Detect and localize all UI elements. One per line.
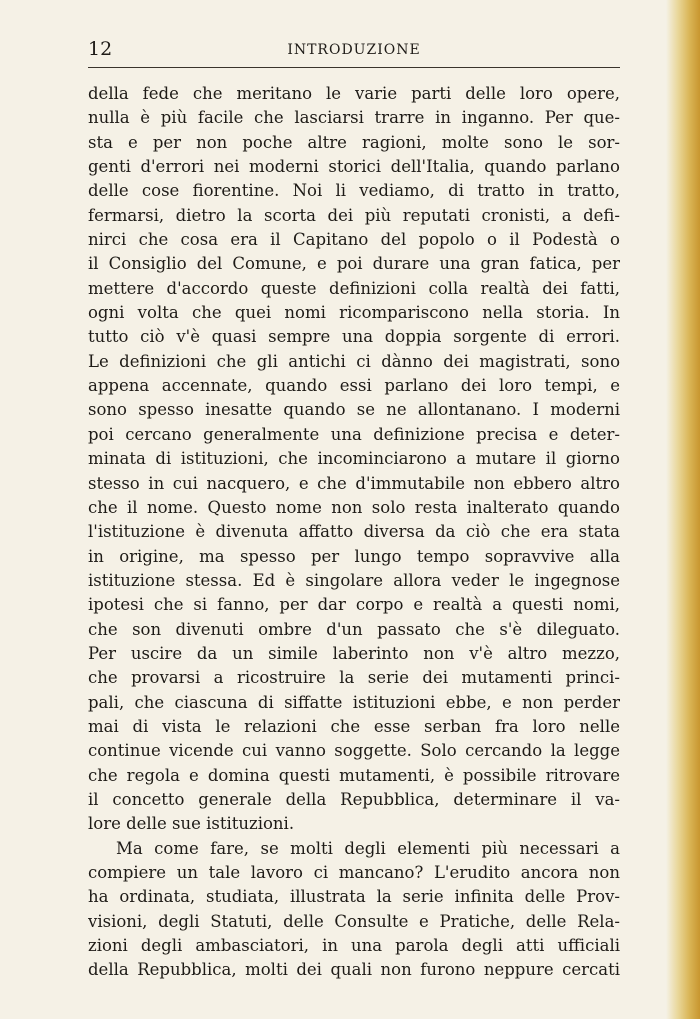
text-line: l'istituzione è divenuta affatto diversa da ciò che era stata	[88, 522, 620, 542]
page-number: 12	[88, 38, 113, 60]
text-line: sta e per non poche altre ragioni, molte sono le sor-	[88, 132, 620, 152]
text-line: mettere d'accordo queste definizioni colla realtà dei fatti,	[88, 278, 620, 298]
text-line: appena accennate, quando essi parlano dei loro tempi, e	[88, 376, 620, 396]
text-line: tutto ciò v'è quasi sempre una doppia sorgente di errori.	[88, 327, 620, 347]
text-line: minata di istituzioni, che incominciarono a mutare il giorno	[88, 449, 620, 469]
text-line: pali, che ciascuna di siffatte istituzioni ebbe, e non perder	[88, 692, 620, 712]
text-line: lore delle sue istituzioni.	[88, 814, 295, 834]
text-line: stesso in cui nacquero, e che d'immutabile non ebbero altro	[88, 473, 620, 493]
running-title: INTRODUZIONE	[287, 42, 421, 58]
text-line: poi cercano generalmente una definizione precisa e deter-	[88, 424, 620, 444]
text-line: sono spesso inesatte quando se ne allontanano. I moderni	[88, 400, 620, 420]
text-line: il Consiglio del Comune, e poi durare una gran fatica, per	[88, 254, 620, 274]
text-line: delle cose fiorentine. Noi li vediamo, di tratto in tratto,	[88, 181, 620, 201]
text-line: ogni volta che quei nomi ricompariscono nella storia. In	[88, 303, 620, 323]
text-line: che regola e domina questi mutamenti, è possibile ritrovare	[88, 765, 620, 785]
text-line: ha ordinata, studiata, illustrata la serie infinita delle Prov-	[88, 887, 620, 907]
text-line: zioni degli ambasciatori, in una parola degli atti ufficiali	[88, 936, 620, 956]
text-line: della fede che meritano le varie parti delle loro opere,	[88, 84, 620, 103]
text-line: che il nome. Questo nome non solo resta inalterato quando	[88, 497, 620, 517]
text-line: continue vicende cui vanno soggette. Solo cercando la legge	[88, 741, 620, 761]
text-line: compiere un tale lavoro ci mancano? L'erudito ancora non	[88, 863, 620, 882]
text-line: nirci che cosa era il Capitano del popolo o il Podestà o	[88, 230, 620, 250]
text-line: Le definizioni che gli antichi ci dànno dei magistrati, sono	[88, 351, 620, 371]
paragraph-1	[88, 82, 620, 837]
header-rule	[88, 67, 620, 68]
text-line: ipotesi che si fanno, per dar corpo e realtà a questi nomi,	[88, 595, 620, 615]
text-line: visioni, degli Statuti, delle Consulte e Pratiche, delle Rela-	[88, 911, 620, 931]
text-line: il concetto generale della Repubblica, determinare il va-	[88, 789, 620, 809]
body-text	[88, 82, 620, 983]
text-line: che son divenuti ombre d'un passato che s'è dileguato.	[88, 619, 620, 639]
page-edge-shadow	[666, 0, 700, 1019]
text-line: in origine, ma spesso per lungo tempo sopravvive alla	[88, 546, 620, 566]
text-line: fermarsi, dietro la scorta dei più reputati cronisti, a defi-	[88, 205, 620, 225]
text-line: Ma come fare, se molti degli elementi più necessari a	[116, 838, 620, 858]
text-line: genti d'errori nei moderni storici dell'Italia, quando parlano	[88, 157, 620, 177]
text-line: istituzione stessa. Ed è singolare allora veder le ingegnose	[88, 570, 620, 590]
text-line: Per uscire da un simile laberinto non v'è altro mezzo,	[88, 643, 620, 663]
page-header	[88, 38, 620, 66]
text-line: nulla è più facile che lasciarsi trarre in inganno. Per que-	[88, 108, 620, 128]
text-line: della Repubblica, molti dei quali non furono neppure cercati	[88, 960, 620, 980]
text-line: che provarsi a ricostruire la serie dei mutamenti princi-	[88, 668, 620, 688]
text-line: mai di vista le relazioni che esse serban fra loro nelle	[88, 716, 620, 736]
paragraph-2	[88, 837, 620, 983]
